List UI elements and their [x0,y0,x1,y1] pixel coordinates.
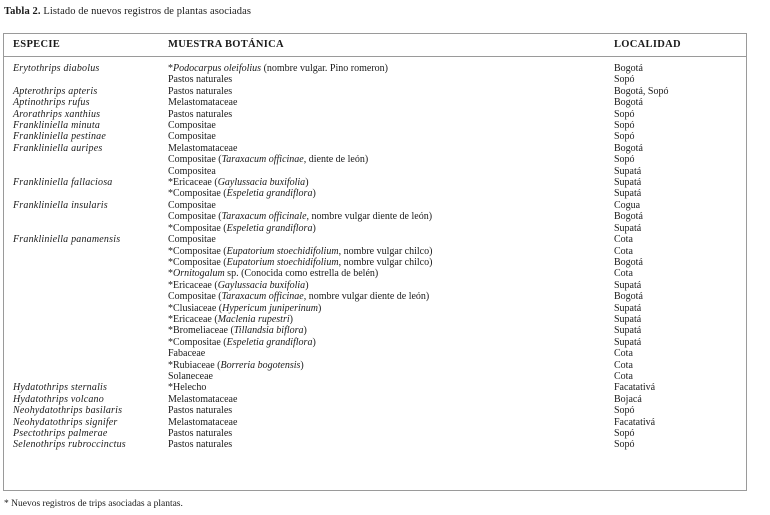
sample-text: Pastos naturales [168,85,233,97]
table-row [4,280,746,291]
sample-text: ) [305,279,309,291]
table-row [4,268,746,279]
botanical-sample-cell [168,223,316,234]
locality-cell: Cota [614,370,633,382]
table-body [4,63,746,451]
table-row [4,325,746,336]
table-row [4,109,746,120]
sample-text: Pastos naturales [168,74,233,86]
sample-text: ) [300,359,304,371]
botanical-sample-cell [168,405,232,416]
table-row [4,154,746,165]
sample-text: *Ericaceae ( [168,177,218,189]
table-row [4,257,746,268]
locality-cell: Bogotá [614,291,643,303]
sample-text: *Bromeliaceae ( [168,325,234,337]
sample-text: *Compositae ( [168,336,227,348]
botanical-sample-cell [168,63,388,74]
table-caption [4,6,251,17]
table-row [4,166,746,177]
botanical-sample-cell [168,86,232,97]
sample-text: * [168,268,173,280]
botanical-sample-cell [168,303,321,314]
scientific-name: Taraxacum officinale [221,211,307,223]
sample-text: Fabaceae [168,348,206,360]
locality-cell: Supatá [614,302,642,314]
locality-cell: Supatá [614,325,642,337]
scientific-name: Ornitogalum [173,268,225,280]
table-row [4,188,746,199]
locality-cell: Cota [614,348,633,360]
sample-text: Compositae ( [168,291,222,303]
sample-text: ) [317,302,322,314]
botanical-sample-cell [168,143,237,154]
locality-cell: Supatá [614,222,642,234]
header-localidad: LOCALIDAD [614,39,681,50]
locality-cell: Bogotá [614,256,643,268]
species-cell: Erytothrips diabolus [13,63,100,74]
scientific-name: Taraxacum officinae [221,154,304,166]
table-row [4,428,746,439]
caption-text: Listado de nuevos registros de plantas asociadas [43,6,252,17]
species-cell: Hydatothrips volcano [13,393,104,405]
sample-text: , nombre vulgar diente de león) [306,211,433,223]
botanical-sample-cell [168,325,307,336]
sample-text: Solaneceae [168,370,213,382]
botanical-sample-cell [168,268,378,279]
locality-cell: Bojacá [614,393,642,405]
sample-text: Melastomataceae [168,393,238,405]
species-cell: Selenothrips rubroccinctus [13,439,126,451]
table-row [4,63,746,74]
locality-cell: Facatativá [614,416,656,428]
species-cell: Frankliniella fallaciosa [13,177,113,189]
sample-text: Pastos naturales [168,428,233,439]
species-cell: Frankliniella auripes [13,142,103,154]
botanical-sample-cell [168,417,237,428]
botanical-sample-cell [168,394,237,405]
locality-cell: Cota [614,359,633,371]
species-cell: Hydatothrips sternalis [13,382,108,394]
table-row [4,405,746,416]
locality-cell: Supatá [614,165,642,177]
locality-cell: Sopó [614,428,635,439]
botanical-sample-cell [168,360,304,371]
botanical-sample-cell [168,246,432,257]
header-especie: ESPECIE [13,39,61,50]
locality-cell: Sopó [614,439,635,451]
sample-text: Pastos naturales [168,405,233,417]
locality-cell: Bogotá [614,211,643,223]
caption-label: Tabla 2. [4,6,41,17]
sample-text: Pastos naturales [168,108,233,120]
botanical-sample-cell [168,314,293,325]
table-row [4,314,746,325]
table-row [4,200,746,211]
botanical-sample-cell [168,177,309,188]
botanical-sample-cell [168,131,216,142]
sample-text: *Compositae ( [168,222,227,234]
botanical-sample-cell [168,337,316,348]
table-row [4,394,746,405]
sample-text: ) [289,313,293,325]
table-row [4,74,746,85]
sample-text: Melastomataceae [168,97,238,109]
botanical-sample-cell [168,74,232,85]
sample-text: *Ericaceae ( [168,279,218,291]
sample-text: Compositae [168,234,216,246]
locality-cell: Bogotá [614,142,643,154]
footnote: * Nuevos registros de trips asociadas a plantas. [4,499,183,509]
scientific-name: Espeletia grandiflora [226,222,313,234]
locality-cell: Cota [614,245,633,257]
species-cell: Frankliniella insularis [13,199,108,211]
botanical-sample-cell [168,257,432,268]
species-cell: Apterothrips apteris [13,85,98,97]
table-row [4,223,746,234]
table-header [4,34,746,57]
sample-text: , nombre vulgar chilco) [338,256,433,268]
botanical-sample-cell [168,382,206,393]
sample-text: * [168,63,173,74]
locality-cell: Supatá [614,313,642,325]
botanical-sample-cell [168,234,216,245]
locality-cell: Sopó [614,405,635,417]
botanical-sample-cell [168,439,232,450]
botanical-sample-cell [168,348,205,359]
botanical-sample-cell [168,371,213,382]
species-cell: Arorathrips xanthius [13,108,101,120]
table-row [4,348,746,359]
table-row [4,86,746,97]
sample-text: Compositea [168,165,216,177]
scientific-name: Tillandsia biflora [233,325,304,337]
species-cell: Frankliniella minuta [13,120,101,132]
locality-cell: Sopó [614,131,635,143]
records-table [3,33,747,491]
sample-text: Compositae [168,131,216,143]
locality-cell: Sopó [614,74,635,86]
botanical-sample-cell [168,154,368,165]
table-row [4,303,746,314]
sample-text: *Clusiaceae ( [168,302,223,314]
botanical-sample-cell [168,188,316,199]
locality-cell: Supatá [614,336,642,348]
sample-text: sp. (Conocida como estrella de belén) [224,268,379,280]
table-row [4,382,746,393]
table-row [4,360,746,371]
table-row [4,211,746,222]
table-row [4,371,746,382]
table-row [4,143,746,154]
sample-text: *Compositae ( [168,245,227,257]
scientific-name: Podocarpus oleifolius [173,63,262,74]
table-row [4,131,746,142]
locality-cell: Cogua [614,199,641,211]
scientific-name: Gaylussacia buxifolia [217,279,306,291]
table-row [4,417,746,428]
scientific-name: Espeletia grandiflora [226,336,313,348]
sample-text: Compositae ( [168,154,222,166]
locality-cell: Sopó [614,154,635,166]
botanical-sample-cell [168,120,216,131]
species-cell: Aptinothrips rufus [13,97,90,109]
species-cell: Psectothrips palmerae [13,428,108,439]
sample-text: Pastos naturales [168,439,233,451]
scientific-name: Borreria bogotensis [220,359,301,371]
table-row [4,97,746,108]
scientific-name: Eupatorium stoechidifolium [226,256,339,268]
scientific-name: Hypericum juniperinum [222,302,318,314]
species-cell: Neohydatothrips basilaris [13,405,123,417]
table-row [4,177,746,188]
botanical-sample-cell [168,428,232,439]
table-row [4,439,746,450]
locality-cell: Sopó [614,120,635,132]
sample-text: Melastomataceae [168,416,238,428]
locality-cell: Bogotá [614,63,643,74]
sample-text: ) [312,188,316,200]
sample-text: (nombre vulgar. Pino romeron) [261,63,388,74]
botanical-sample-cell [168,291,429,302]
scientific-name: Taraxacum officinae [221,291,304,303]
species-cell: Frankliniella panamensis [13,234,121,246]
sample-text: *Rubiaceae ( [168,359,221,371]
sample-text: Melastomataceae [168,142,238,154]
locality-cell: Bogotá [614,97,643,109]
sample-text: ) [303,325,307,337]
locality-cell: Bogotá, Sopó [614,85,669,97]
botanical-sample-cell [168,97,237,108]
scientific-name: Gaylussacia buxifolia [217,177,306,189]
botanical-sample-cell [168,200,216,211]
locality-cell: Supatá [614,177,642,189]
sample-text: *Compositae ( [168,188,227,200]
species-cell: Frankliniella pestinae [13,131,106,143]
sample-text: *Helecho [168,382,207,394]
sample-text: ) [312,222,316,234]
sample-text: , nombre vulgar diente de león) [303,291,430,303]
table-row [4,337,746,348]
species-cell: Neohydatothrips signifer [13,416,118,428]
scientific-name: Eupatorium stoechidifolium [226,245,339,257]
botanical-sample-cell [168,109,232,120]
table-row [4,120,746,131]
locality-cell: Sopó [614,108,635,120]
locality-cell: Facatativá [614,382,656,394]
locality-cell: Supatá [614,188,642,200]
sample-text: Compositae [168,199,216,211]
botanical-sample-cell [168,280,309,291]
sample-text: *Ericaceae ( [168,313,218,325]
sample-text: Compositae [168,120,216,132]
sample-text: , diente de león) [303,154,369,166]
botanical-sample-cell [168,166,216,177]
sample-text: *Compositae ( [168,256,227,268]
scientific-name: Maclenia rupestri [217,313,290,325]
locality-cell: Cota [614,268,633,280]
sample-text: , nombre vulgar chilco) [338,245,433,257]
locality-cell: Cota [614,234,633,246]
botanical-sample-cell [168,211,432,222]
sample-text: Compositae ( [168,211,222,223]
table-row [4,246,746,257]
locality-cell: Supatá [614,279,642,291]
sample-text: ) [312,336,316,348]
table-row [4,291,746,302]
sample-text: ) [305,177,309,189]
header-muestra-botanica: MUESTRA BOTÁNICA [168,39,284,50]
scientific-name: Espeletia grandiflora [226,188,313,200]
table-row [4,234,746,245]
